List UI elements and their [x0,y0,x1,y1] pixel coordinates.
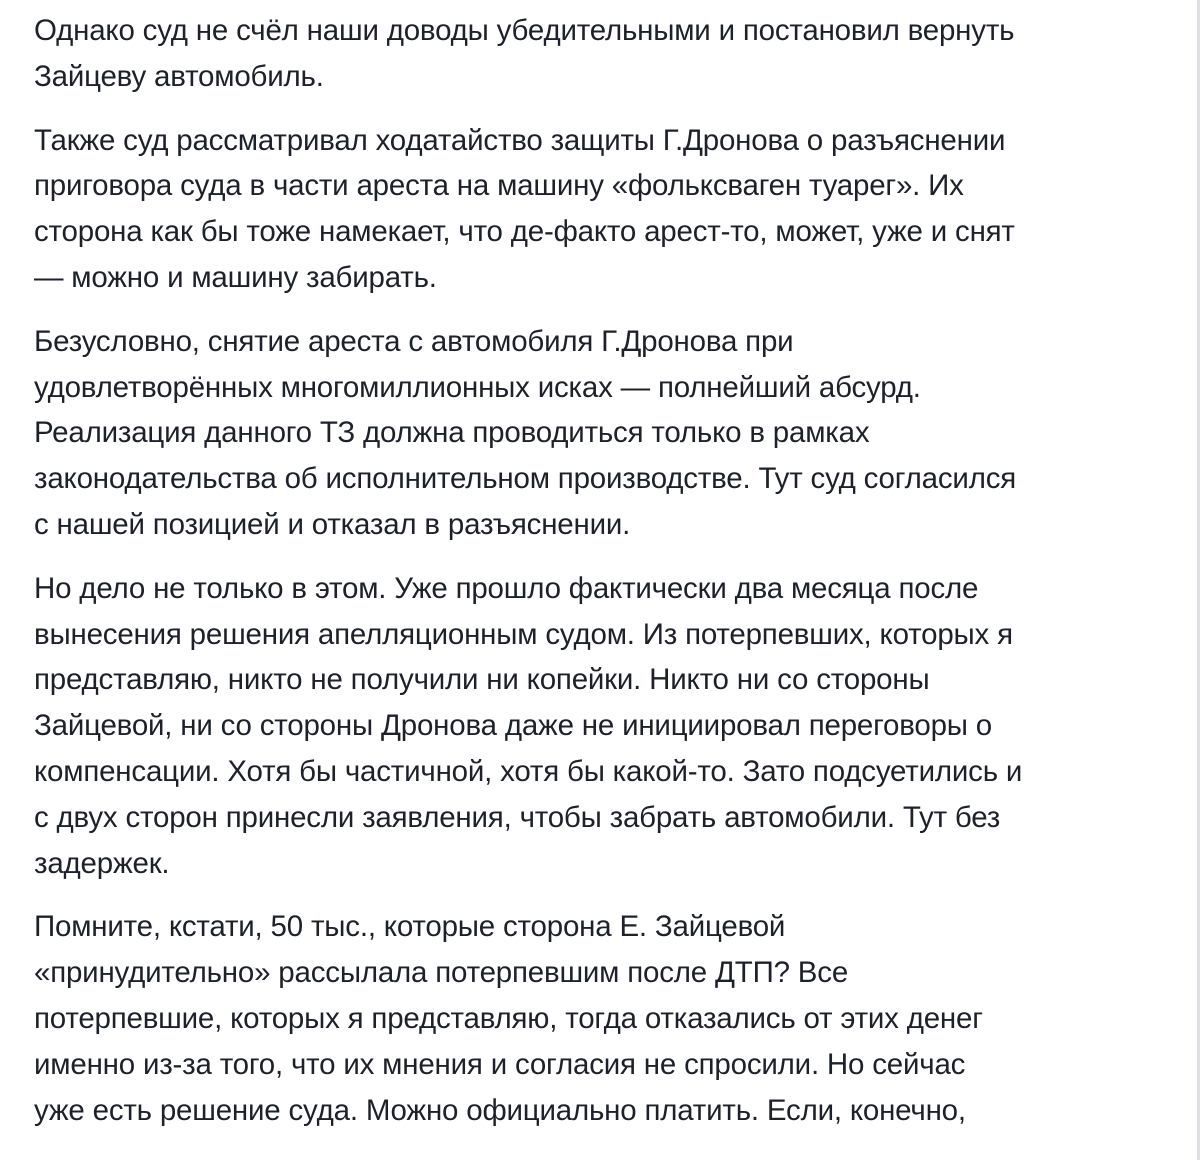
post-paragraph-5: Помните, кстати, 50 тыс., которые сторона Е. Зайцевой «принудительно» рассылала потерпевшим после ДТП? Все потерпевшие, которых я представляю, тогда отказались от этих денег именно из-за того, что их мнения и согласия не спросили. Но сейчас уже есть решение суда. Можно официально платить. Если, конечно, [34,910,983,1127]
post-paragraph-1: Однако суд не счёл наши доводы убедительными и постановил вернуть Зайцеву автомобиль. [34,14,1015,93]
post-paragraph-2: Также суд рассматривал ходатайство защиты Г.Дронова о разъяснении приговора суда в части ареста на машину «фольксваген туарег». Их сторона как бы тоже намекает, что де-факто арест-то, может, уже и снят — можно и машину забирать. [34,123,1015,294]
post-paragraph-3: Безусловно, снятие ареста с автомобиля Г.Дронова при удовлетворённых многомиллионных исках — полнейший абсурд. Реализация данного ТЗ должна проводиться только в рамках законодательства об исполнительном производстве. Тут суд согласился с нашей позицией и отказал в разъяснении. [34,324,1017,541]
post-paragraph-4: Но дело не только в этом. Уже прошло фактически два месяца после вынесения решения апелляционным судом. Из потерпевших, которых я представляю, никто не получили ни копейки. Никто ни со стороны Зайцевой, ни со стороны Дронова даже не инициировал переговоры о компенсации. Хотя бы частичной, хотя бы какой-то. Зато подсуетились и с двух сторон принесли заявления, чтобы забрать автомобили. Тут без задержек. [34,571,1023,880]
